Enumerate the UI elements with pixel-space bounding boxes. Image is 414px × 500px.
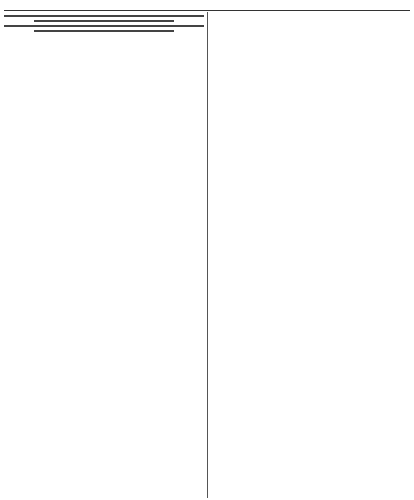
section-subtitle-box: [34, 30, 174, 32]
section-banner-stm: [4, 15, 204, 17]
masthead: [4, 2, 410, 11]
pauta-banner: [34, 20, 174, 22]
right-column: [211, 12, 410, 498]
left-column: [4, 12, 204, 498]
column-divider: [207, 12, 208, 498]
section-banner-tst: [4, 25, 204, 27]
